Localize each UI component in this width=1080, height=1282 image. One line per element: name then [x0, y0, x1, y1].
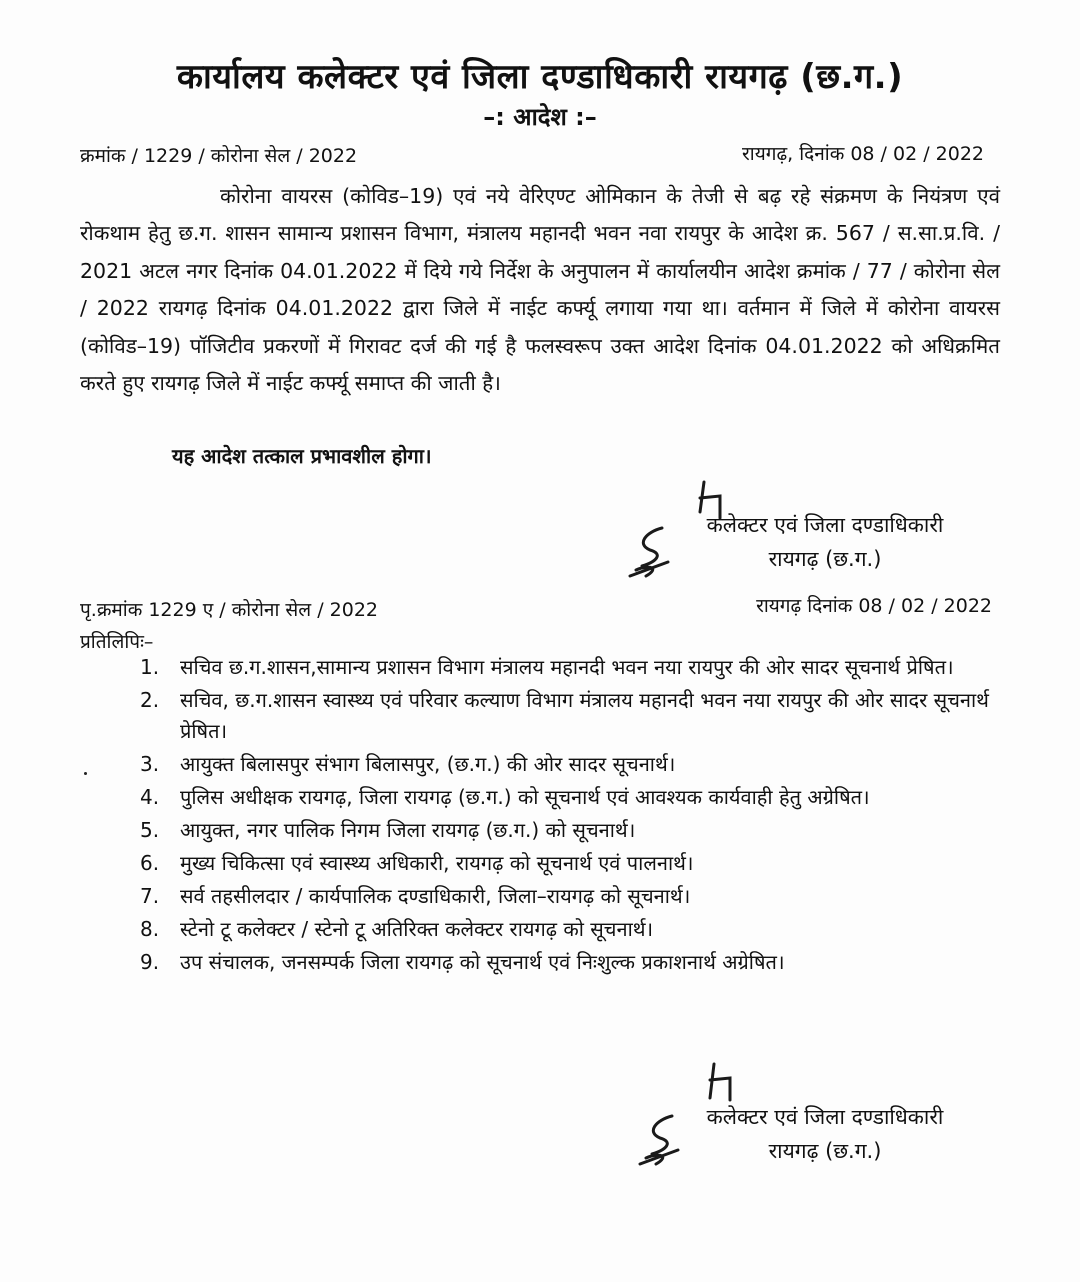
copy-to-item — [140, 652, 990, 683]
copy-to-item — [140, 815, 990, 846]
copy-to-item-number: 1. — [140, 655, 160, 679]
copy-to-item-number: 4. — [140, 785, 160, 809]
copy-to-item-number: 8. — [140, 917, 160, 941]
copy-to-item-text: सचिव, छ.ग.शासन स्वास्थ्य एवं परिवार कल्याण विभाग मंत्रालय महानदी भवन नया रायपुर की ओर सादर सूचनार्थ प्रेषित। — [180, 688, 989, 743]
copy-to-item-number: 2. — [140, 688, 160, 712]
office-title: कार्यालय कलेक्टर एवं जिला दण्डाधिकारी रायगढ़ (छ.ग.) — [176, 57, 904, 97]
copy-to-list — [140, 652, 990, 980]
copy-to-item-number: 3. — [140, 752, 160, 776]
copy-to-item-text: मुख्य चिकित्सा एवं स्वास्थ्य अधिकारी, रायगढ़ को सूचनार्थ एवं पालनार्थ। — [180, 851, 694, 875]
copy-to-item — [140, 947, 990, 978]
copy-to-item-text: पुलिस अधीक्षक रायगढ़, जिला रायगढ़ (छ.ग.) को सूचनार्थ एवं आवश्यक कार्यवाही हेतु अग्रेषित। — [180, 785, 870, 809]
copy-to-item — [140, 782, 990, 813]
copy-to-item — [140, 685, 990, 747]
copy-to-item-number: 5. — [140, 818, 160, 842]
reference-number: क्रमांक / 1229 / कोरोना सेल / 2022 — [80, 145, 358, 167]
signatory-location: रायगढ़ (छ.ग.) — [768, 547, 882, 571]
copy-to-item-text: उप संचालक, जनसम्पर्क जिला रायगढ़ को सूचनार्थ एवं निःशुल्क प्रकाशनार्थ अग्रेषित। — [180, 950, 785, 974]
signatory-block-1 — [660, 508, 990, 576]
copy-to-item — [140, 749, 990, 780]
signatory-designation: कलेक्टर एवं जिला दण्डाधिकारी — [706, 513, 944, 537]
copy-reference-place-date: रायगढ़ दिनांक 08 / 02 / 2022 — [756, 595, 992, 617]
reference-place-date: रायगढ़, दिनांक 08 / 02 / 2022 — [742, 143, 984, 165]
copy-to-item-text: आयुक्त बिलासपुर संभाग बिलासपुर, (छ.ग.) की ओर सादर सूचनार्थ। — [180, 752, 676, 776]
copy-to-item-number: 7. — [140, 884, 160, 908]
copy-reference-number: पृ.क्रमांक 1229 ए / कोरोना सेल / 2022 — [80, 599, 378, 621]
scan-dot — [84, 772, 87, 775]
signatory-block-2 — [660, 1100, 990, 1168]
copy-to-item-number: 9. — [140, 950, 160, 974]
copy-to-label: प्रतिलिपिः– — [80, 631, 154, 653]
copy-to-item-text: आयुक्त, नगर पालिक निगम जिला रायगढ़ (छ.ग.) को सूचनार्थ। — [180, 818, 636, 842]
order-effect-statement: यह आदेश तत्काल प्रभावशील होगा। — [172, 444, 432, 468]
copy-to-item-number: 6. — [140, 851, 160, 875]
copy-to-item — [140, 881, 990, 912]
order-body-paragraph: कोरोना वायरस (कोविड–19) एवं नये वेरिएण्ट ओमिकान के तेजी से बढ़ रहे संक्रमण के नियंत्रण एवं रोकथाम हेतु छ.ग. शासन सामान्य प्रशासन विभाग, मंत्रालय महानदी भवन नवा रायपुर के आदेश क्र. 567 / स.सा.प्र.वि. / 2021 अटल नगर दिनांक 04.01.2022 में दिये गये निर्देश के अनुपालन में कार्यालयीन आदेश क्रमांक / 77 / कोरोना सेल / 2022 रायगढ़ दिनांक 04.01.2022 द्वारा जिले में नाईट कर्फ्यू लगाया गया था। वर्तमान में जिले में कोरोना वायरस (कोविड–19) पॉजिटीव प्रकरणों में गिरावट दर्ज की गई है फलस्वरूप उक्त आदेश दिनांक 04.01.2022 को अधिक्रमित करते हुए रायगढ़ जिले में नाईट कर्फ्यू समाप्त की जाती है। — [80, 184, 1000, 396]
copy-to-item — [140, 848, 990, 879]
copy-to-item-text: स्टेनो टू कलेक्टर / स्टेनो टू अतिरिक्त कलेक्टर रायगढ़ को सूचनार्थ। — [180, 917, 654, 941]
order-heading: –: आदेश :– — [483, 103, 597, 131]
copy-to-item-text: सचिव छ.ग.शासन,सामान्य प्रशासन विभाग मंत्रालय महानदी भवन नया रायपुर की ओर सादर सूचनार्थ प्रेषित। — [180, 655, 954, 679]
copy-to-item — [140, 914, 990, 945]
signatory-location: रायगढ़ (छ.ग.) — [768, 1139, 882, 1163]
signatory-designation: कलेक्टर एवं जिला दण्डाधिकारी — [706, 1105, 944, 1129]
copy-to-item-text: सर्व तहसीलदार / कार्यपालिक दण्डाधिकारी, जिला–रायगढ़ को सूचनार्थ। — [180, 884, 691, 908]
